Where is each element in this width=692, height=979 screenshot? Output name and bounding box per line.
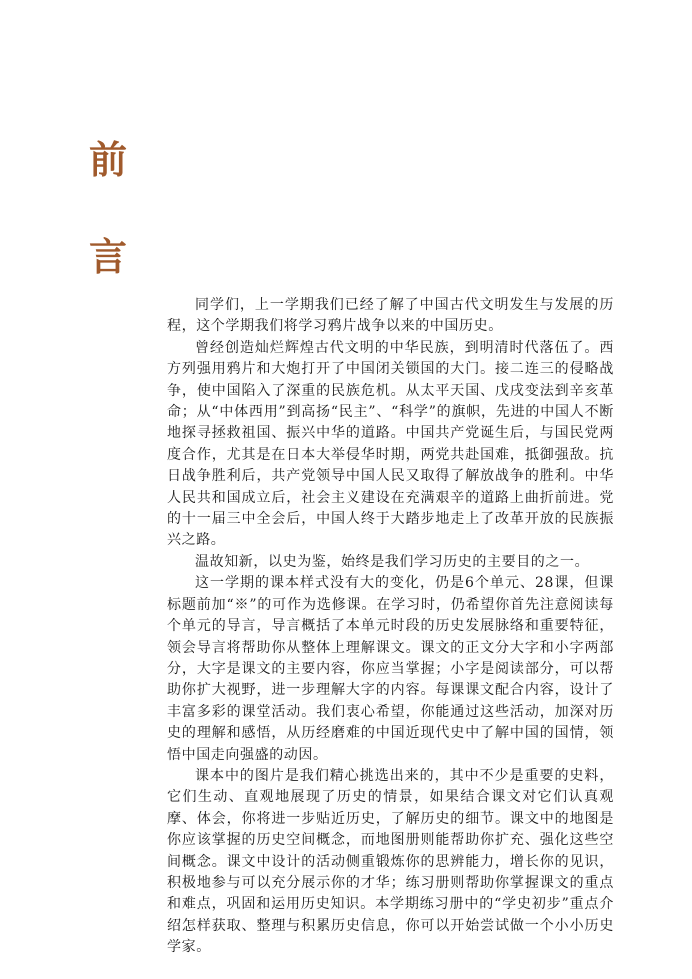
preface-body: [167, 295, 614, 959]
paragraph-purpose: 温故知新，以史为鉴，始终是我们学习历史的主要目的之一。: [195, 553, 590, 570]
paragraph-textbook-format: 这一学期的课本样式没有大的变化，仍是6个单元、28课，但课标题前加“※”的可作为选修课。在学习时，仍希望你首先注意阅读每个单元的导言，导言概括了本单元时段的历史发展脉络和重要特征，领会导言将帮助你从整体上理解课文。课文的正文分大字和小字两部分，大字是课文的主要内容，你应当掌握；小字是阅读部分，可以帮助你扩大视野，进一步理解大字的内容。每课课文配合内容，设计了丰富多彩的课堂活动。我们衷心希望，你能通过这些活动，加深对历史的理解和感悟，从历经磨难的中国近现代史中了解中国的国情，领悟中国走向强盛的动因。: [167, 575, 614, 763]
paragraph-images-and-activities: 课本中的图片是我们精心挑选出来的，其中不少是重要的史料，它们生动、直观地展现了历史的情景，如果结合课文对它们认真观摩、体会，你将进一步贴近历史，了解历史的细节。课文中的地图是你应该掌握的历史空间概念，而地图册则能帮助你扩充、强化这些空间概念。课文中设计的活动侧重锻炼你的思辨能力，增长你的见识，积极地参与可以充分展示你的才华；练习册则帮助你掌握课文的重点和难点，巩固和运用历史知识。本学期练习册中的“学史初步”重点介绍怎样获取、整理与积累历史信息，你可以开始尝试做一个小小历史学家。: [167, 767, 614, 956]
heading-char-qian: 前: [89, 138, 128, 182]
paragraph-history-overview: 曾经创造灿烂辉煌古代文明的中华民族，到明清时代落伍了。西方列强用鸦片和大炮打开了中国闭关锁国的大门。接二连三的侵略战争，使中国陷入了深重的民族危机。从太平天国、戊戌变法到辛亥革命；从“中体西用”到高扬“民主”、“科学”的旗帜，先进的中国人不断地探寻拯救祖国、振兴中华的道路。中国共产党诞生后，与国民党两度合作，尤其是在日本大举侵华时期，两党共赴国难，抵御强敌。抗日战争胜利后，共产党领导中国人民又取得了解放战争的胜利。中华人民共和国成立后，社会主义建设在充满艰辛的道路上曲折前进。党的十一届三中全会后，中国人终于大踏步地走上了改革开放的民族振兴之路。: [167, 339, 614, 549]
heading-char-yan: 言: [89, 235, 128, 279]
paragraph-intro: 同学们，上一学期我们已经了解了中国古代文明发生与发展的历程，这个学期我们将学习鸦片战争以来的中国历史。: [167, 297, 614, 335]
